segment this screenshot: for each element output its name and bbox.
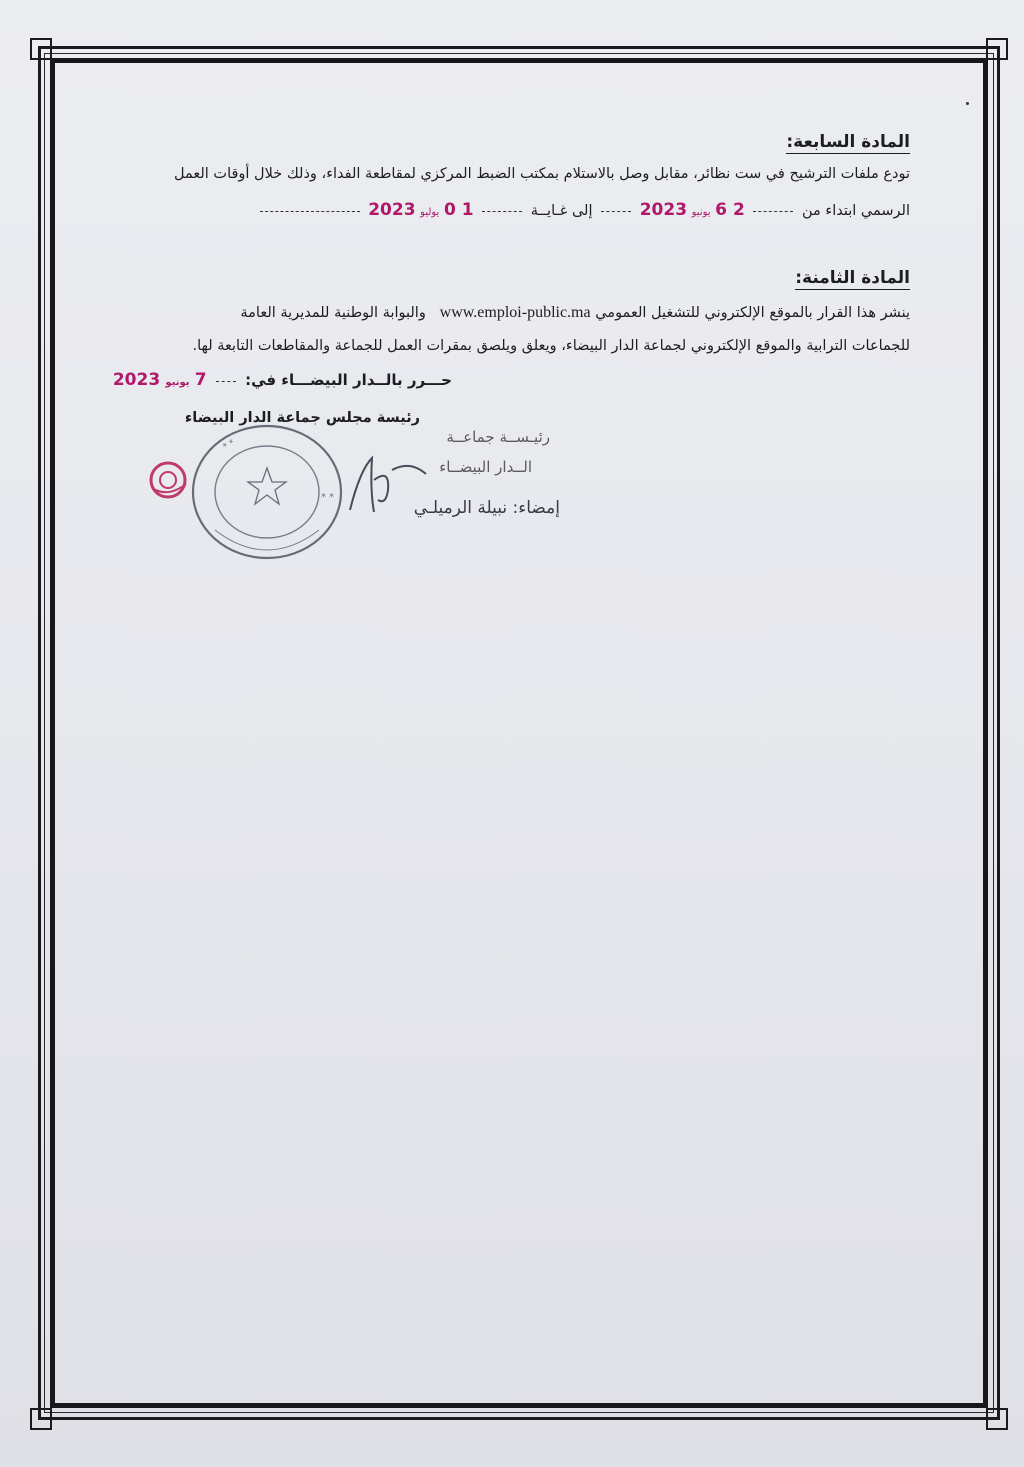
sign-year-stamp: 2023: [112, 370, 161, 390]
sign-day-stamp: 7: [194, 370, 207, 390]
done-at-label: حـــرر بالــدار البيضـــاء في:: [245, 371, 452, 389]
official-seal: [185, 420, 350, 565]
red-stamp-mark: [146, 458, 190, 502]
start-day-stamp: 2 6: [715, 200, 745, 220]
signature-stamp-block: [330, 420, 560, 540]
signed-by-line: إمضاء: نبيلة الرميلـي: [413, 498, 560, 518]
fill-dashes: [260, 210, 360, 212]
start-month-stamp: يونيو: [691, 207, 711, 218]
article-8-text-a: ينشر هذا القرار بالموقع الإلكتروني للتشغيل العمومي: [595, 305, 910, 321]
border-corner-ornament: [30, 1408, 52, 1430]
svg-text:* *: * *: [321, 492, 335, 503]
article-7-line-2: [80, 200, 910, 220]
signatory-title: رئيسة مجلس جماعة الدار البيضاء: [184, 410, 420, 426]
article-7-heading: المادة السابعة:: [786, 132, 910, 152]
article-7-from-label: الرسمي ابتداء من: [802, 203, 910, 219]
until-label: إلى غـايــة: [530, 203, 593, 219]
sign-month-stamp: يونيو: [165, 377, 190, 388]
done-at-line: [113, 370, 452, 390]
border-corner-ornament: [30, 38, 52, 60]
fill-dashes: [753, 210, 793, 212]
fill-dashes: [601, 210, 631, 212]
article-7-line-1: تودع ملفات الترشيح في ست نظائر، مقابل وصل بالاستلام بمكتب الضبط المركزي لمقاطعة الفداء، وذلك خلال أوقات العمل: [174, 166, 910, 182]
stamp-line-2: الــدار البيضــاء: [439, 458, 532, 476]
emploi-public-url[interactable]: www.emploi-public.ma: [439, 304, 591, 321]
article-8-heading: المادة الثامنة:: [795, 268, 910, 288]
article-8-line-1: [80, 304, 910, 322]
border-corner-ornament: [986, 1408, 1008, 1430]
article-8-line-2: للجماعات الترابية والموقع الإلكتروني لجماعة الدار البيضاء، ويعلق ويلصق بمقرات العمل للجماعة والمقاطعات التابعة لها.: [192, 338, 910, 354]
fill-dashes: [216, 380, 236, 382]
svg-text:* *: * *: [221, 438, 237, 453]
ink-speck: [966, 102, 969, 105]
border-corner-ornament: [986, 38, 1008, 60]
stamp-line-1: رئيـســة جماعــة: [446, 428, 550, 446]
fill-dashes: [482, 210, 522, 212]
handwritten-signature: [330, 450, 450, 520]
end-day-stamp: 1 0: [443, 200, 474, 220]
start-year-stamp: 2023: [639, 200, 688, 220]
end-month-stamp: يوليو: [420, 207, 440, 218]
end-year-stamp: 2023: [368, 200, 416, 220]
article-8-text-b: والبوابة الوطنية للمديرية العامة: [240, 305, 426, 321]
